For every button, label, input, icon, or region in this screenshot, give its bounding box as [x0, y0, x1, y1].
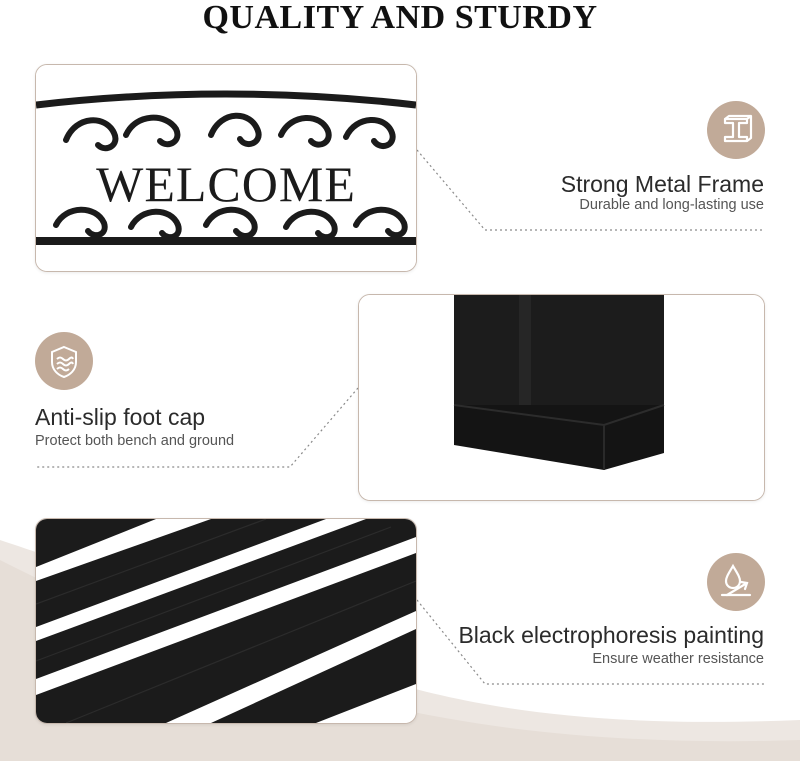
feature-title-metal-frame: Strong Metal Frame [560, 171, 764, 197]
seat-slats-photo [35, 518, 417, 724]
anti-slip-waves-icon [35, 332, 93, 390]
feature-subtitle-foot-cap: Protect both bench and ground [35, 433, 235, 449]
welcome-backrest-photo [35, 64, 417, 272]
steel-beam-icon [707, 101, 765, 159]
feature-title-foot-cap: Anti-slip foot cap [35, 404, 206, 430]
feature-title-electrophoresis: Black electrophoresis painting [458, 622, 764, 648]
foot-cap-photo [358, 294, 765, 501]
feature-subtitle-metal-frame: Durable and long-lasting use [579, 197, 764, 213]
feature-subtitle-electrophoresis: Ensure weather resistance [592, 651, 764, 667]
water-drop-resistance-icon [707, 553, 765, 611]
welcome-sign-text: WELCOME [96, 156, 356, 212]
page-title: QUALITY AND STURDY [202, 0, 598, 36]
